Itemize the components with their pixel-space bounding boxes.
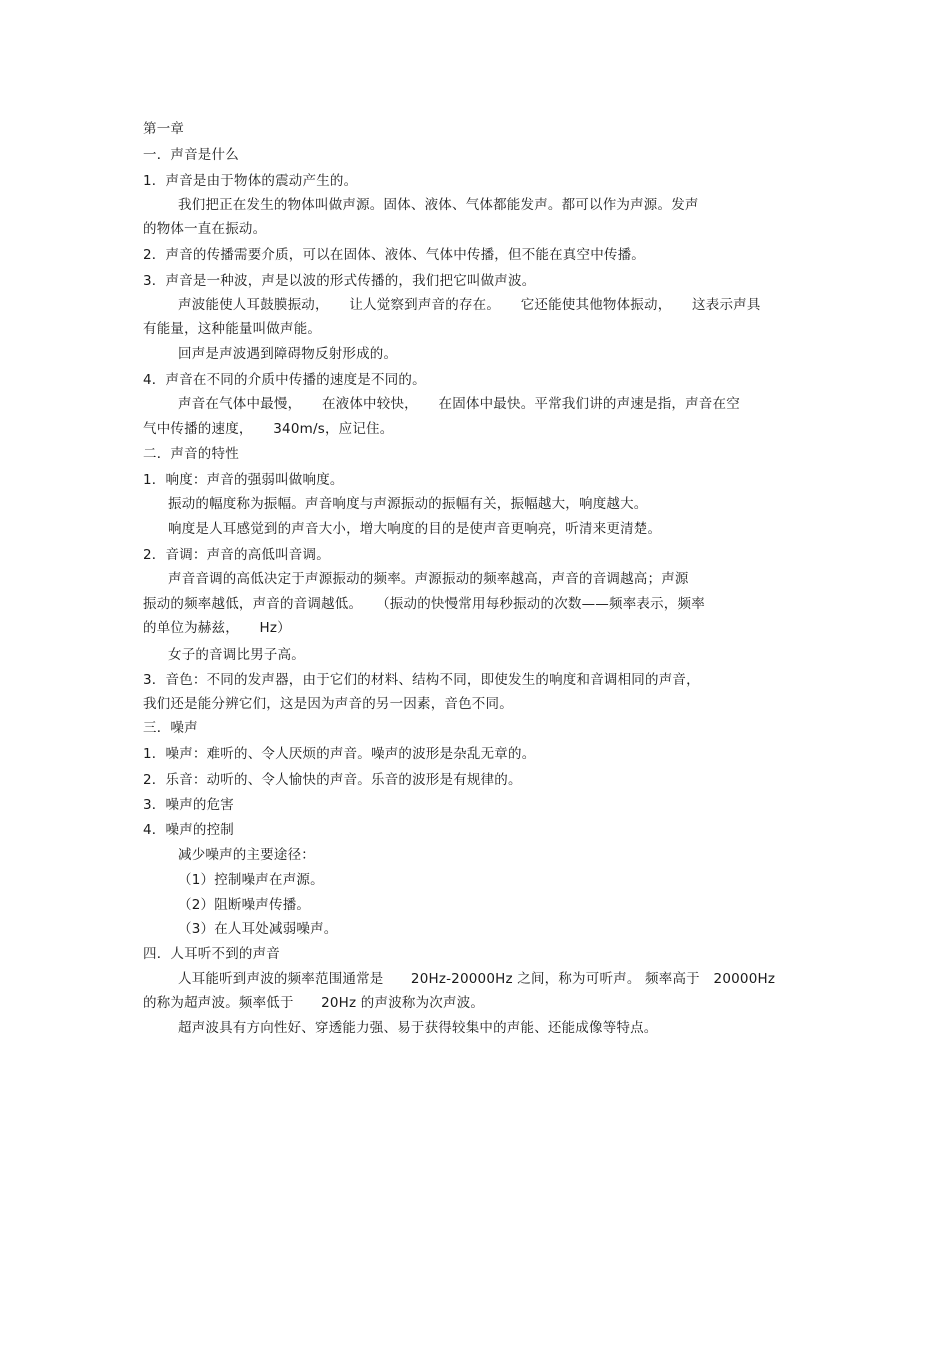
list-item: 3．噪声的危害 xyxy=(143,797,234,813)
paragraph-line: 我们还是能分辨它们，这是因为声音的另一因素，音色不同。 xyxy=(143,696,513,712)
paragraph-line: 超声波具有方向性好、穿透能力强、易于获得较集中的声能、还能成像等特点。 xyxy=(178,1020,658,1036)
list-item: 2．声音的传播需要介质，可以在固体、液体、气体中传播，但不能在真空中传播。 xyxy=(143,247,645,263)
list-item: 1．声音是由于物体的震动产生的。 xyxy=(143,173,358,189)
paragraph-line: 的单位为赫兹， Hz） xyxy=(143,620,291,636)
paragraph-line: 女子的音调比男子高。 xyxy=(168,647,305,663)
section-heading: 一．声音是什么 xyxy=(143,147,239,163)
paragraph-line: 振动的频率越低，声音的音调越低。 （振动的快慢常用每秒振动的次数——频率表示，频率 xyxy=(143,596,705,612)
list-item: 3．声音是一种波，声是以波的形式传播的，我们把它叫做声波。 xyxy=(143,273,536,289)
list-item: 4．声音在不同的介质中传播的速度是不同的。 xyxy=(143,372,426,388)
paragraph-line: 的称为超声波。频率低于 20Hz 的声波称为次声波。 xyxy=(143,995,485,1011)
paragraph-line: 声波能使人耳鼓膜振动， 让人觉察到声音的存在。 它还能使其他物体振动， 这表示声具 xyxy=(178,297,761,313)
list-item: 2．乐音：动听的、令人愉快的声音。乐音的波形是有规律的。 xyxy=(143,772,522,788)
list-item: 1．噪声：难听的、令人厌烦的声音。噪声的波形是杂乱无章的。 xyxy=(143,746,536,762)
paragraph-line: 减少噪声的主要途径： xyxy=(178,847,315,863)
list-item: 4．噪声的控制 xyxy=(143,822,234,838)
paragraph-line: 气中传播的速度， 340m/s，应记住。 xyxy=(143,421,394,437)
list-item: 3．音色：不同的发声器，由于它们的材料、结构不同，即使发生的响度和音调相同的声音， xyxy=(143,672,700,688)
section-heading: 三．噪声 xyxy=(143,720,198,736)
chapter-title: 第一章 xyxy=(143,121,185,137)
paragraph-line: 响度是人耳感觉到的声音大小，增大响度的目的是使声音更响亮，听清来更清楚。 xyxy=(168,521,662,537)
sub-list-item: （3）在人耳处减弱噪声。 xyxy=(178,921,338,937)
list-item: 2．音调：声音的高低叫音调。 xyxy=(143,547,330,563)
paragraph-line: 振动的幅度称为振幅。声音响度与声源振动的振幅有关，振幅越大，响度越大。 xyxy=(168,496,648,512)
section-heading: 四．人耳听不到的声音 xyxy=(143,946,280,962)
section-heading: 二．声音的特性 xyxy=(143,446,239,462)
paragraph-line: 有能量，这种能量叫做声能。 xyxy=(143,321,322,337)
paragraph-line: 我们把正在发生的物体叫做声源。固体、液体、气体都能发声。都可以作为声源。发声 xyxy=(178,197,699,213)
sub-list-item: （2）阻断噪声传播。 xyxy=(178,897,311,913)
paragraph-line: 的物体一直在振动。 xyxy=(143,221,267,237)
paragraph-line: 回声是声波遇到障碍物反射形成的。 xyxy=(178,346,398,362)
list-item: 1．响度：声音的强弱叫做响度。 xyxy=(143,472,344,488)
paragraph-line: 声音音调的高低决定于声源振动的频率。声源振动的频率越高，声音的音调越高；声源 xyxy=(168,571,689,587)
paragraph-line: 人耳能听到声波的频率范围通常是 20Hz-20000Hz 之间，称为可听声。 频率高于 20000Hz xyxy=(178,971,776,987)
paragraph-line: 声音在气体中最慢， 在液体中较快， 在固体中最快。平常我们讲的声速是指，声音在空 xyxy=(178,396,740,412)
sub-list-item: （1）控制噪声在声源。 xyxy=(178,872,324,888)
